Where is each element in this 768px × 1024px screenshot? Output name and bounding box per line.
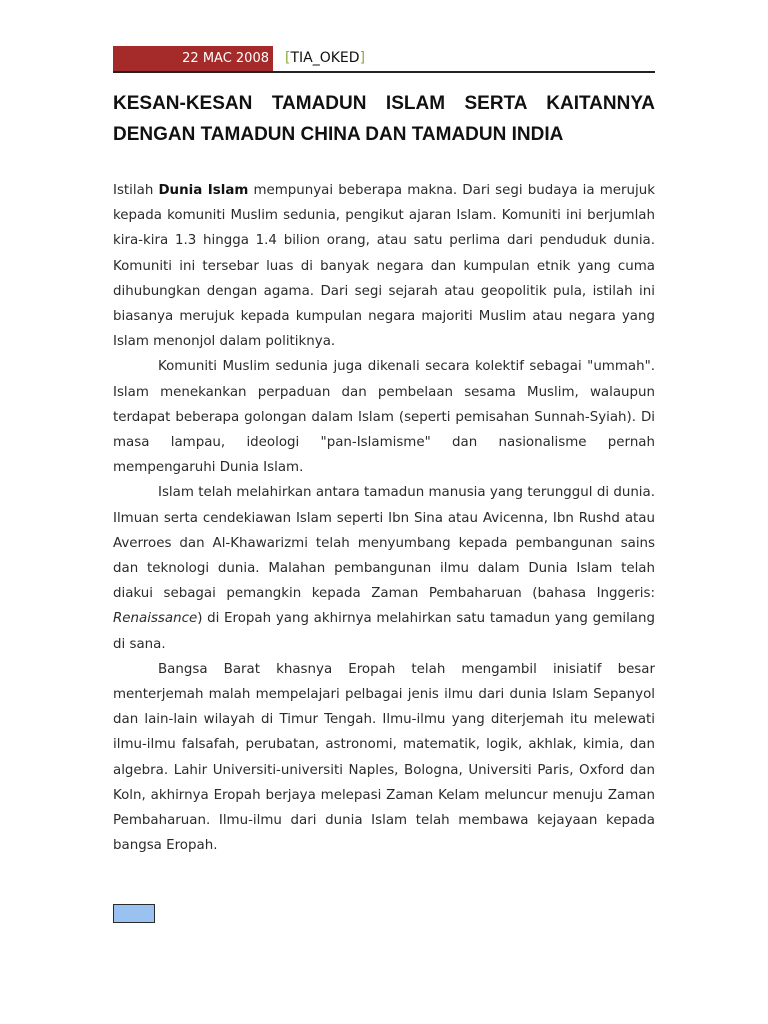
bracket-close: ]	[359, 50, 366, 66]
title-line-2: DENGAN TAMADUN CHINA DAN TAMADUN INDIA	[113, 124, 564, 145]
article-body	[113, 178, 655, 858]
p1-lead: Istilah	[113, 183, 159, 198]
date-band	[113, 46, 273, 72]
header-rule	[113, 71, 655, 73]
post-date: 22 MAC 2008	[182, 51, 269, 66]
p3-lead: Islam telah melahirkan antara tamadun manusia yang terunggul di dunia. Ilmuan serta cendekiawan Islam seperti Ibn Sina atau Avicenna, Ibn Rushd atau Averroes dan Al-Khawarizmi telah menyumbang kepada pembangunan sains dan teknologi dunia. Malahan pembangunan ilmu dalam Dunia Islam telah diakui sebagai pemangkin kepada Zaman Pembaharuan (bahasa Inggeris:	[113, 485, 655, 602]
p3-rest: ) di Eropah yang akhirnya melahirkan satu tamadun yang gemilang di sana.	[113, 611, 655, 652]
p1-rest: mempunyai beberapa makna. Dari segi budaya ia merujuk kepada komuniti Muslim sedunia, pengikut ajaran Islam. Komuniti ini berjumlah kira-kira 1.3 hingga 1.4 bilion orang, atau satu perlima dari penduduk dunia. Komuniti ini tersebar luas di banyak negara dan kumpulan etnik yang cuma dihubungkan dengan agama. Dari segi sejarah atau geopolitik pula, istilah ini biasanya merujuk kepada kumpulan negara majoriti Muslim atau negara yang Islam menonjol dalam politiknya.	[113, 183, 655, 350]
paragraph-1	[113, 178, 655, 354]
title-line-1: KESAN-KESAN TAMADUN ISLAM SERTA KAITANNYA	[113, 93, 655, 114]
page-header	[113, 46, 655, 72]
term-dunia-islam: Dunia Islam	[158, 183, 249, 198]
paragraph-4: Bangsa Barat khasnya Eropah telah mengambil inisiatif besar menterjemah malah mempelajari pelbagai jenis ilmu dari dunia Islam Sepanyol dan lain-lain wilayah di Timur Tengah. Ilmu-ilmu yang diterjemah itu melewati ilmu-ilmu falsafah, perubatan, astronomi, matematik, logik, akhlak, kimia, dan algebra. Lahir Universiti-universiti Naples, Bologna, Universiti Paris, Oxford dan Koln, akhirnya Eropah berjaya melepasi Zaman Kelam meluncur menuju Zaman Pembaharuan. Ilmu-ilmu dari dunia Islam telah membawa kejayaan kepada bangsa Eropah.	[113, 661, 655, 854]
author-tag	[285, 50, 365, 66]
author-name: TIA_OKED	[290, 50, 360, 66]
paragraph-2: Komuniti Muslim sedunia juga dikenali secara kolektif sebagai "ummah". Islam menekankan perpaduan dan pembelaan sesama Muslim, walaupun terdapat beberapa golongan dalam Islam (seperti pemisahan Sunnah-Syiah). Di masa lampau, ideologi "pan-Islamisme" dan nasionalisme pernah mempengaruhi Dunia Islam.	[113, 359, 655, 476]
term-renaissance: Renaissance	[113, 611, 198, 627]
article-title	[113, 88, 655, 150]
paragraph-3	[113, 480, 655, 656]
bracket-open: [	[285, 50, 291, 66]
blue-box-marker	[113, 904, 155, 923]
